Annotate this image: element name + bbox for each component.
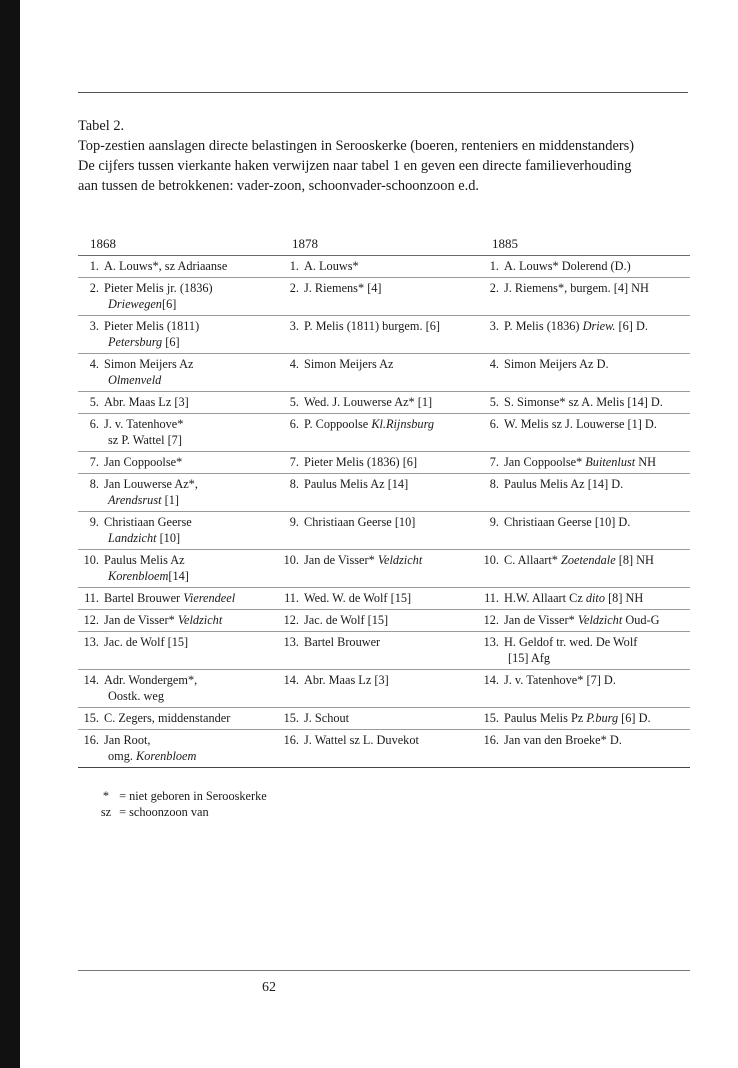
entry-text: Jan van den Broeke* D.: [504, 733, 622, 747]
entry-suffix: [6] D.: [615, 319, 648, 333]
table-row: [78, 392, 690, 414]
entry-text: C. Zegers, middenstander: [104, 711, 231, 725]
entry-text: Wed. W. de Wolf [15]: [304, 591, 412, 605]
entry-suffix: NH: [635, 455, 657, 469]
table-cell: [78, 414, 278, 452]
table-caption: [78, 116, 693, 196]
year-1878: 1878: [292, 236, 318, 251]
entry-text: Pieter Melis jr. (1836): [104, 281, 213, 295]
scan-edge: [0, 0, 20, 1068]
table-cell: [78, 452, 278, 474]
entry-text: H. Geldof tr. wed. De Wolf: [504, 635, 638, 649]
caption-line: Top-zestien aanslagen directe belastingen in Serooskerke (boeren, renteniers en middenstanders): [78, 138, 635, 154]
rank-number: 5.: [489, 395, 499, 409]
table-cell: [78, 256, 278, 278]
rank-number: 1.: [89, 259, 99, 273]
entry-text: Pieter Melis (1811): [104, 319, 200, 333]
entry-continuation: [78, 334, 278, 350]
entry-text: Pieter Melis (1836) [6]: [304, 455, 418, 469]
entry-continuation: [78, 432, 278, 448]
table-cell: [278, 452, 478, 474]
entry-text: P. Coppoolse: [304, 417, 372, 431]
footnote-text: = schoonzoon van: [119, 805, 209, 819]
rank-number: 13.: [83, 635, 99, 649]
table-row: [78, 256, 690, 278]
table-row: [78, 588, 690, 610]
entry-text: Bartel Brouwer: [104, 591, 184, 605]
rank-number: 2.: [289, 281, 299, 295]
table-row: [78, 670, 690, 708]
rank-number: 16.: [283, 733, 299, 747]
table-cell: [478, 414, 690, 452]
table-cell: [478, 392, 690, 414]
table-cell: [478, 670, 690, 708]
rank-number: 10.: [483, 553, 499, 567]
entry-text: Paulus Melis Pz: [504, 711, 587, 725]
caption-line: De cijfers tussen vierkante haken verwijzen naar tabel 1 en geven een directe familieverhouding: [78, 158, 632, 174]
farm-name: Veldzicht: [577, 613, 623, 627]
rank-number: 15.: [283, 711, 299, 725]
table-cell: [478, 256, 690, 278]
entry-text: Jan Coppoolse*: [104, 455, 183, 469]
rank-number: 9.: [89, 515, 99, 529]
rank-number: 16.: [83, 733, 99, 747]
rank-number: 2.: [89, 281, 99, 295]
table-cell: [78, 670, 278, 708]
entry-text: Jan Root,: [104, 733, 151, 747]
entry-suffix: [8] NH: [615, 553, 654, 567]
rank-number: 9.: [489, 515, 499, 529]
table-cell: [278, 392, 478, 414]
tax-table: [78, 255, 690, 768]
entry-suffix: [6]: [161, 297, 177, 311]
footnote: [96, 788, 267, 804]
entry-continuation: [78, 492, 278, 508]
year-header: [78, 236, 690, 254]
farm-name: dito: [585, 591, 605, 605]
rank-number: 7.: [489, 455, 499, 469]
table-cell: [78, 632, 278, 670]
entry-text: Simon Meijers Az: [104, 357, 194, 371]
table-row: [78, 414, 690, 452]
farm-name: Arendsrust: [108, 493, 162, 507]
bottom-rule: [78, 970, 690, 971]
rank-number: 6.: [89, 417, 99, 431]
farm-name: Korenbloem: [108, 569, 169, 583]
rank-number: 8.: [289, 477, 299, 491]
entry-text: H.W. Allaart Cz: [504, 591, 586, 605]
entry-text: J. Riemens* [4]: [304, 281, 382, 295]
entry-text: P. Melis (1811) burgem. [6]: [304, 319, 440, 333]
table-cell: [478, 512, 690, 550]
entry-text: Abr. Maas Lz [3]: [104, 395, 189, 409]
rank-number: 13.: [283, 635, 299, 649]
table-row: [78, 708, 690, 730]
table-cell: [78, 474, 278, 512]
table-row: [78, 278, 690, 316]
entry-text: A. Louws*: [304, 259, 359, 273]
footnote-symbol: sz: [100, 805, 112, 819]
continuation-text: sz P. Wattel [7]: [108, 433, 182, 447]
entry-text: J. v. Tatenhove* [7] D.: [504, 673, 616, 687]
rank-number: 1.: [289, 259, 299, 273]
table-cell: [78, 278, 278, 316]
table-cell: [78, 316, 278, 354]
rank-number: 11.: [484, 591, 499, 605]
entry-text: Paulus Melis Az [14] D.: [504, 477, 624, 491]
table-cell: [278, 708, 478, 730]
rank-number: 14.: [83, 673, 99, 687]
table-cell: [278, 278, 478, 316]
table-row: [78, 550, 690, 588]
farm-name: Veldzicht: [377, 553, 423, 567]
entry-suffix: [1]: [161, 493, 179, 507]
footnote-symbol: *: [102, 789, 110, 803]
entry-suffix: [6]: [162, 335, 180, 349]
continuation-text: [15] Afg: [508, 651, 551, 665]
table-cell: [278, 256, 478, 278]
entry-text: P. Melis (1836): [504, 319, 583, 333]
table-cell: [78, 610, 278, 632]
rank-number: 5.: [289, 395, 299, 409]
entry-text: J. v. Tatenhove*: [104, 417, 184, 431]
table-cell: [478, 730, 690, 768]
table-row: [78, 512, 690, 550]
page-number: 62: [262, 980, 276, 995]
entry-text: C. Allaart*: [504, 553, 562, 567]
rank-number: 16.: [483, 733, 499, 747]
rank-number: 6.: [289, 417, 299, 431]
entry-suffix: [10]: [156, 531, 181, 545]
rank-number: 15.: [83, 711, 99, 725]
rank-number: 11.: [284, 591, 299, 605]
rank-number: 8.: [489, 477, 499, 491]
footnote: [96, 804, 267, 820]
entry-text: W. Melis sz J. Louwerse [1] D.: [504, 417, 657, 431]
rank-number: 6.: [489, 417, 499, 431]
rank-number: 15.: [483, 711, 499, 725]
table-cell: [78, 354, 278, 392]
table-row: [78, 632, 690, 670]
table-row: [78, 474, 690, 512]
farm-name: Petersburg: [108, 335, 163, 349]
table-cell: [478, 354, 690, 392]
entry-text: J. Schout: [304, 711, 350, 725]
continuation-text: Oostk. weg: [108, 689, 165, 703]
table-cell: [78, 588, 278, 610]
entry-continuation: [78, 688, 278, 704]
table-cell: [478, 632, 690, 670]
rank-number: 10.: [83, 553, 99, 567]
entry-text: J. Wattel sz L. Duvekot: [304, 733, 419, 747]
entry-text: Jan Louwerse Az*,: [104, 477, 198, 491]
farm-name: Vierendeel: [183, 591, 236, 605]
rank-number: 7.: [89, 455, 99, 469]
entry-text: Jac. de Wolf [15]: [104, 635, 189, 649]
rank-number: 13.: [483, 635, 499, 649]
entry-text: Simon Meijers Az D.: [504, 357, 609, 371]
entry-text: Jan de Visser*: [304, 553, 378, 567]
farm-name: Veldzicht: [177, 613, 223, 627]
rank-number: 5.: [89, 395, 99, 409]
entry-continuation: [78, 748, 278, 764]
table-cell: [478, 452, 690, 474]
rank-number: 3.: [289, 319, 299, 333]
table-cell: [278, 588, 478, 610]
year-1868: 1868: [90, 236, 116, 251]
rank-number: 14.: [483, 673, 499, 687]
farm-name: Driew.: [582, 319, 616, 333]
entry-suffix: Oud-G: [622, 613, 660, 627]
entry-text: Jan Coppoolse*: [504, 455, 586, 469]
table-cell: [278, 414, 478, 452]
entry-text: Christiaan Geerse [10]: [304, 515, 416, 529]
farm-name: Driewegen: [108, 297, 162, 311]
entry-suffix: [14]: [168, 569, 189, 583]
rank-number: 12.: [483, 613, 499, 627]
table-cell: [78, 708, 278, 730]
entry-suffix: [6] D.: [618, 711, 651, 725]
table-cell: [278, 670, 478, 708]
farm-name: Buitenlust: [585, 455, 636, 469]
table-cell: [278, 316, 478, 354]
entry-continuation: [78, 530, 278, 546]
table-cell: [278, 632, 478, 670]
table-cell: [478, 708, 690, 730]
top-rule: [78, 92, 688, 93]
entry-text: Simon Meijers Az: [304, 357, 394, 371]
table-cell: [78, 512, 278, 550]
year-1885: 1885: [492, 236, 518, 251]
farm-name: P.burg: [586, 711, 619, 725]
entry-text: Jac. de Wolf [15]: [304, 613, 389, 627]
entry-continuation: [78, 568, 278, 584]
footnote-text: = niet geboren in Serooskerke: [119, 789, 267, 803]
caption-label: Tabel 2.: [78, 118, 125, 134]
table-cell: [278, 550, 478, 588]
rank-number: 12.: [83, 613, 99, 627]
rank-number: 3.: [489, 319, 499, 333]
entry-text: Jan de Visser*: [504, 613, 578, 627]
farm-name: Landzicht: [108, 531, 157, 545]
footnotes: [96, 788, 267, 820]
table-cell: [278, 610, 478, 632]
table-cell: [278, 730, 478, 768]
table-cell: [478, 278, 690, 316]
rank-number: 7.: [289, 455, 299, 469]
rank-number: 14.: [283, 673, 299, 687]
entry-text: Paulus Melis Az: [104, 553, 185, 567]
table-cell: [478, 610, 690, 632]
caption-line: aan tussen de betrokkenen: vader-zoon, schoonvader-schoonzoon e.d.: [78, 178, 480, 194]
entry-suffix: [8] NH: [605, 591, 644, 605]
entry-text: J. Riemens*, burgem. [4] NH: [504, 281, 649, 295]
entry-text: Abr. Maas Lz [3]: [304, 673, 389, 687]
rank-number: 12.: [283, 613, 299, 627]
table-row: [78, 610, 690, 632]
entry-text: S. Simonse* sz A. Melis [14] D.: [504, 395, 663, 409]
rank-number: 4.: [89, 357, 99, 371]
table-cell: [278, 474, 478, 512]
entry-text: Bartel Brouwer: [304, 635, 381, 649]
entry-continuation: [478, 650, 690, 666]
farm-name: Zoetendale: [561, 553, 616, 567]
rank-number: 10.: [283, 553, 299, 567]
table-cell: [478, 474, 690, 512]
rank-number: 2.: [489, 281, 499, 295]
entry-text: Wed. J. Louwerse Az* [1]: [304, 395, 433, 409]
table-row: [78, 452, 690, 474]
entry-text: Paulus Melis Az [14]: [304, 477, 409, 491]
entry-text: Christiaan Geerse: [104, 515, 192, 529]
table-row: [78, 316, 690, 354]
entry-text: A. Louws* Dolerend (D.): [504, 259, 631, 273]
table-cell: [78, 730, 278, 768]
table-cell: [478, 588, 690, 610]
table-cell: [478, 316, 690, 354]
rank-number: 9.: [289, 515, 299, 529]
rank-number: 4.: [489, 357, 499, 371]
table-row: [78, 730, 690, 768]
entry-text: Jan de Visser*: [104, 613, 178, 627]
rank-number: 3.: [89, 319, 99, 333]
farm-name: Korenbloem: [136, 749, 197, 763]
table-row: [78, 354, 690, 392]
farm-name: Kl.Rijnsburg: [371, 417, 435, 431]
table-cell: [478, 550, 690, 588]
rank-number: 8.: [89, 477, 99, 491]
table-cell: [78, 550, 278, 588]
continuation-text: omg.: [108, 749, 137, 763]
entry-text: A. Louws*, sz Adriaanse: [104, 259, 228, 273]
rank-number: 1.: [489, 259, 499, 273]
entry-continuation: [78, 372, 278, 388]
entry-continuation: [78, 296, 278, 312]
entry-text: Christiaan Geerse [10] D.: [504, 515, 631, 529]
table-cell: [278, 354, 478, 392]
farm-name: Olmenveld: [108, 373, 162, 387]
rank-number: 4.: [289, 357, 299, 371]
table-cell: [278, 512, 478, 550]
tax-table-body: [78, 256, 690, 768]
rank-number: 11.: [84, 591, 99, 605]
entry-text: Adr. Wondergem*,: [104, 673, 198, 687]
table-cell: [78, 392, 278, 414]
